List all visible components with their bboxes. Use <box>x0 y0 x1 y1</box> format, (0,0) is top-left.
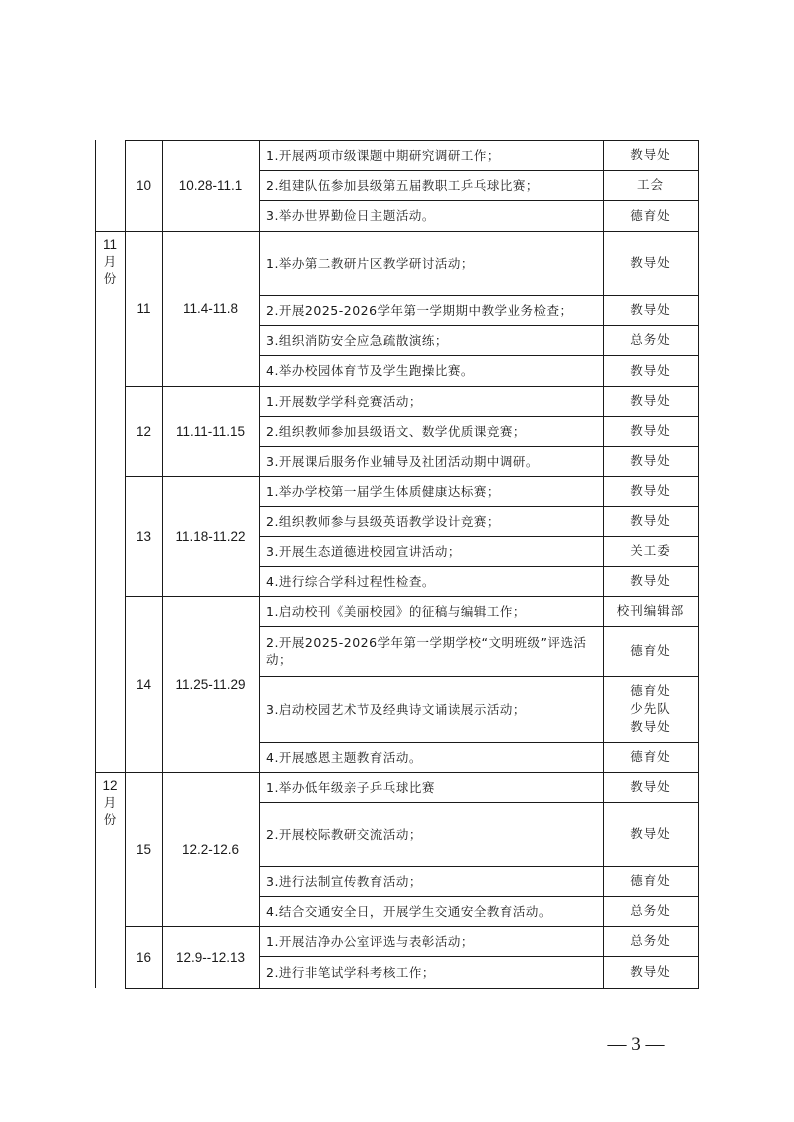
dept-name: 教导处 <box>630 453 671 468</box>
table-rule <box>259 446 699 447</box>
responsible-dept <box>603 200 698 231</box>
month-label-part: 份 <box>103 270 117 286</box>
dept-name: 德育处 <box>630 207 671 223</box>
responsible-dept <box>603 566 698 596</box>
table-rule <box>95 140 96 988</box>
table-rule <box>125 140 126 988</box>
month-label-part: 12 <box>102 777 118 793</box>
task-item: 2.组织教师参加县级语文、数学优质课竞赛； <box>266 423 526 439</box>
month-label-part: 11 <box>102 236 117 252</box>
week-number: 16 <box>135 949 152 965</box>
dept-name: 教导处 <box>630 719 671 734</box>
table-rule <box>95 772 126 773</box>
task-item: 1.开展数学学科竞赛活动； <box>266 393 422 409</box>
table-rule <box>125 231 699 232</box>
responsible-dept <box>603 446 698 476</box>
responsible-dept <box>603 896 698 926</box>
responsible-dept <box>603 325 698 355</box>
responsible-dept <box>603 170 698 200</box>
week-dates: 12.2-12.6 <box>181 841 240 857</box>
week-number: 15 <box>135 841 152 857</box>
month-label-part: 月 <box>103 794 117 810</box>
responsible-dept <box>603 536 698 566</box>
responsible-dept <box>603 355 698 386</box>
week-dates: 10.28-11.1 <box>178 178 243 193</box>
table-rule <box>259 566 699 567</box>
table-rule <box>162 140 163 988</box>
table-rule <box>125 386 699 387</box>
task-item: 1.启动校刊《美丽校园》的征稿与编辑工作； <box>266 603 526 619</box>
month-cell <box>95 772 125 832</box>
table-rule <box>698 140 699 988</box>
task-item: 4.结合交通安全日，开展学生交通安全教育活动。 <box>266 903 552 919</box>
dept-name: 教导处 <box>630 393 671 408</box>
responsible-dept <box>603 772 698 802</box>
responsible-dept <box>603 802 698 866</box>
table-rule <box>259 506 699 507</box>
dept-name: 教导处 <box>630 255 671 270</box>
table-rule <box>125 926 699 927</box>
dept-name: 校刊编辑部 <box>616 603 685 618</box>
dept-name: 教导处 <box>630 423 671 438</box>
week-dates: 11.25-11.29 <box>175 676 246 692</box>
dept-name: 总务处 <box>630 903 671 918</box>
schedule-table <box>95 140 699 988</box>
responsible-dept <box>603 676 698 742</box>
task-item: 3.启动校园艺术节及经典诗文诵读展示活动； <box>266 701 526 717</box>
responsible-dept <box>603 476 698 506</box>
dept-name: 教导处 <box>630 362 671 378</box>
table-rule <box>259 676 699 677</box>
responsible-dept <box>603 295 698 325</box>
table-rule <box>259 416 699 417</box>
table-rule <box>259 742 699 743</box>
week-number: 14 <box>135 676 152 692</box>
dept-name: 工会 <box>636 177 664 192</box>
dept-name: 关工委 <box>630 543 671 558</box>
task-item: 1.举办第二教研片区教学研讨活动； <box>266 255 474 271</box>
dept-name: 德育处 <box>630 643 671 658</box>
dept-name: 教导处 <box>630 147 671 162</box>
dept-name: 德育处 <box>630 683 671 698</box>
dept-name: 教导处 <box>630 513 671 528</box>
week-number: 11 <box>136 301 151 316</box>
table-rule <box>259 355 699 356</box>
task-item: 4.进行综合学科过程性检查。 <box>266 573 435 589</box>
dept-name: 教导处 <box>630 302 671 317</box>
table-rule <box>259 200 699 201</box>
week-number: 13 <box>135 528 152 544</box>
dept-name: 教导处 <box>630 779 671 794</box>
task-item: 2.开展校际教研交流活动； <box>266 826 422 842</box>
responsible-dept <box>603 386 698 416</box>
task-item: 3.开展生态道德进校园宣讲活动； <box>266 543 461 559</box>
dept-name: 德育处 <box>630 873 671 888</box>
responsible-dept <box>603 416 698 446</box>
dept-name: 德育处 <box>630 749 671 764</box>
month-cell <box>95 231 125 291</box>
dept-name: 总务处 <box>630 933 671 948</box>
task-item: 1.举办低年级亲子乒乓球比赛 <box>266 779 435 795</box>
responsible-dept <box>603 866 698 896</box>
table-rule <box>259 956 699 957</box>
table-rule <box>125 988 699 989</box>
week-number: 12 <box>135 423 152 439</box>
dept-name: 总务处 <box>630 332 671 347</box>
responsible-dept <box>603 626 698 676</box>
week-number: 10 <box>135 178 152 193</box>
responsible-dept <box>603 140 698 170</box>
task-item: 3.进行法制宣传教育活动； <box>266 873 422 889</box>
table-rule <box>125 140 699 141</box>
responsible-dept <box>603 596 698 626</box>
table-rule <box>259 325 699 326</box>
task-item: 2.进行非笔试学科考核工作； <box>266 964 435 980</box>
task-item: 4.举办校园体育节及学生跑操比赛。 <box>266 363 474 378</box>
table-rule <box>259 896 699 897</box>
week-dates: 11.4-11.8 <box>182 301 239 316</box>
table-rule <box>259 866 699 867</box>
task-item: 3.开展课后服务作业辅导及社团活动期中调研。 <box>266 453 539 469</box>
responsible-dept <box>603 926 698 956</box>
month-label-part: 份 <box>103 811 117 827</box>
dept-name: 少先队 <box>630 701 671 716</box>
table-rule <box>125 596 699 597</box>
week-dates: 12.9--12.13 <box>175 949 246 965</box>
task-item: 2.开展2025-2026学年第一学期学校“文明班级”评选活动； <box>266 635 587 667</box>
task-item: 2.组织教师参与县级英语教学设计竞赛； <box>266 513 500 529</box>
task-item: 3.组织消防安全应急疏散演练； <box>266 332 448 348</box>
table-rule <box>259 295 699 296</box>
responsible-dept <box>603 231 698 295</box>
table-rule <box>259 802 699 803</box>
responsible-dept <box>603 956 698 988</box>
month-label-part: 月 <box>103 253 117 269</box>
task-item: 1.开展两项市级课题中期研究调研工作； <box>266 147 500 163</box>
task-item: 2.组建队伍参加县级第五届教职工乒乓球比赛； <box>266 177 539 193</box>
table-rule <box>95 231 126 232</box>
page-number: — 3 — <box>607 1034 665 1055</box>
dept-name: 教导处 <box>630 483 671 498</box>
week-dates: 11.18-11.22 <box>175 528 246 544</box>
task-item: 2.开展2025-2026学年第一学期期中教学业务检查； <box>266 302 573 318</box>
task-item: 4.开展感恩主题教育活动。 <box>266 749 422 765</box>
table-rule <box>603 140 604 988</box>
responsible-dept <box>603 742 698 772</box>
task-item: 1.开展洁净办公室评选与表彰活动； <box>266 933 474 949</box>
table-rule <box>259 170 699 171</box>
table-rule <box>259 626 699 627</box>
responsible-dept <box>603 506 698 536</box>
table-rule <box>259 140 260 988</box>
table-rule <box>125 476 699 477</box>
dept-name: 教导处 <box>630 826 671 841</box>
table-rule <box>259 536 699 537</box>
task-item: 1.举办学校第一届学生体质健康达标赛； <box>266 483 500 499</box>
week-dates: 11.11-11.15 <box>175 423 246 439</box>
dept-name: 教导处 <box>630 964 671 979</box>
dept-name: 教导处 <box>630 573 671 588</box>
task-item: 3.举办世界勤俭日主题活动。 <box>266 208 435 223</box>
table-rule <box>125 772 699 773</box>
